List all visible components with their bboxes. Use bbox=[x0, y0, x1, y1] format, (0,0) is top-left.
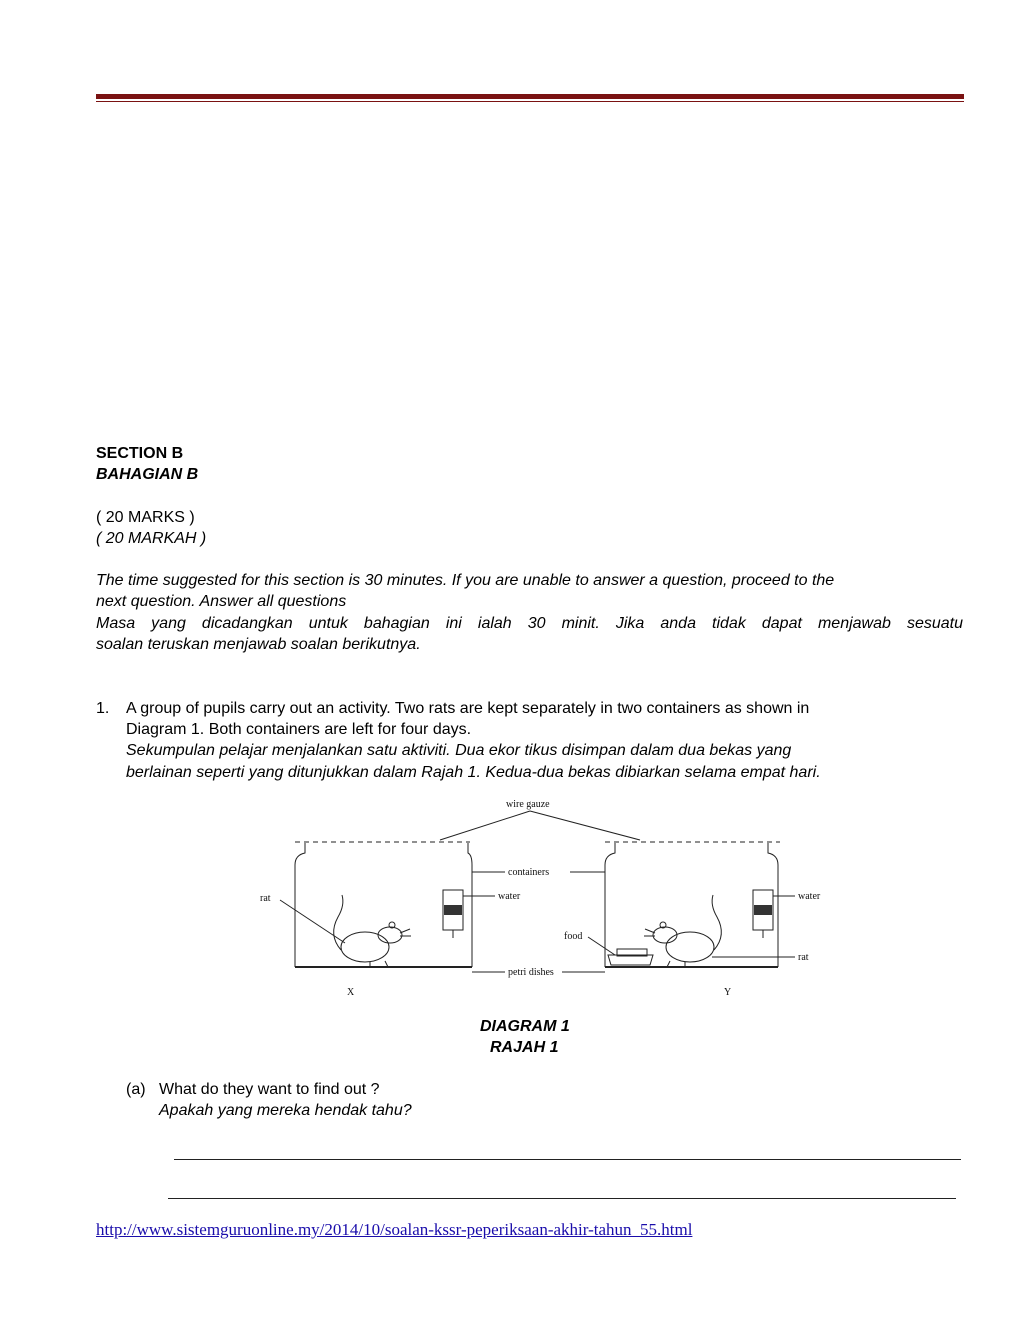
part-a-label: (a) bbox=[126, 1081, 146, 1098]
question1-ms-line2: berlainan seperti yang ditunjukkan dalam Rajah 1. Kedua-dua bekas dibiarkan selama empat hari. bbox=[126, 764, 821, 781]
label-food: food bbox=[564, 931, 583, 942]
section-marks-malay: ( 20 MARKAH ) bbox=[96, 530, 207, 547]
container-y bbox=[605, 843, 778, 967]
label-wire-gauze: wire gauze bbox=[506, 799, 550, 810]
header-rule-thin bbox=[96, 101, 964, 102]
question1-ms-line1: Sekumpulan pelajar menjalankan satu aktiviti. Dua ekor tikus disimpan dalam dua bekas yang bbox=[126, 742, 792, 759]
part-a-question: What do they want to find out ? bbox=[159, 1081, 380, 1098]
wire-gauze-pointer-right bbox=[530, 811, 640, 840]
part-a-question-malay: Apakah yang mereka hendak tahu? bbox=[159, 1102, 412, 1119]
diagram-1 bbox=[250, 795, 850, 1005]
answer-line-2[interactable] bbox=[168, 1198, 956, 1199]
label-rat-right: rat bbox=[798, 952, 809, 963]
section-title: SECTION B bbox=[96, 445, 184, 462]
label-petri-dishes: petri dishes bbox=[508, 967, 554, 978]
instructions-ms-line2: soalan teruskan menjawab soalan berikutnya. bbox=[96, 636, 421, 653]
wire-gauze-pointer-left bbox=[440, 811, 530, 840]
section-marks: ( 20 MARKS ) bbox=[96, 509, 195, 526]
rat-y bbox=[644, 895, 721, 967]
question1-en-line1: A group of pupils carry out an activity. Two rats are kept separately in two containers as shown in bbox=[126, 700, 810, 717]
label-x: X bbox=[347, 987, 355, 998]
question-number: 1. bbox=[96, 700, 110, 717]
diagram-illustration bbox=[250, 795, 850, 1005]
header-rule-thick bbox=[96, 94, 964, 99]
question1-en-line2: Diagram 1. Both containers are left for four days. bbox=[126, 721, 472, 738]
rat-x bbox=[334, 895, 411, 967]
label-water-left: water bbox=[498, 891, 521, 902]
footer-url-link[interactable]: http://www.sistemguruonline.my/2014/10/soalan-kssr-peperiksaan-akhir-tahun_55.html bbox=[96, 1220, 693, 1239]
section-title-malay: BAHAGIAN B bbox=[96, 466, 199, 483]
label-containers: containers bbox=[508, 867, 550, 878]
label-water-right: water bbox=[798, 891, 821, 902]
label-y: Y bbox=[724, 987, 732, 998]
instructions-ms-line1: Masa yang dicadangkan untuk bahagian ini ialah 30 minit. Jika anda tidak dapat menjawab sesuatu bbox=[96, 615, 963, 632]
label-rat-left: rat bbox=[260, 893, 271, 904]
diagram-caption-malay: RAJAH 1 bbox=[490, 1039, 559, 1056]
instructions-en-line1: The time suggested for this section is 30 minutes. If you are unable to answer a question, proceed to the bbox=[96, 572, 835, 589]
answer-line-1[interactable] bbox=[174, 1159, 961, 1160]
diagram-caption: DIAGRAM 1 bbox=[480, 1018, 570, 1035]
instructions-en-line2: next question. Answer all questions bbox=[96, 593, 347, 610]
